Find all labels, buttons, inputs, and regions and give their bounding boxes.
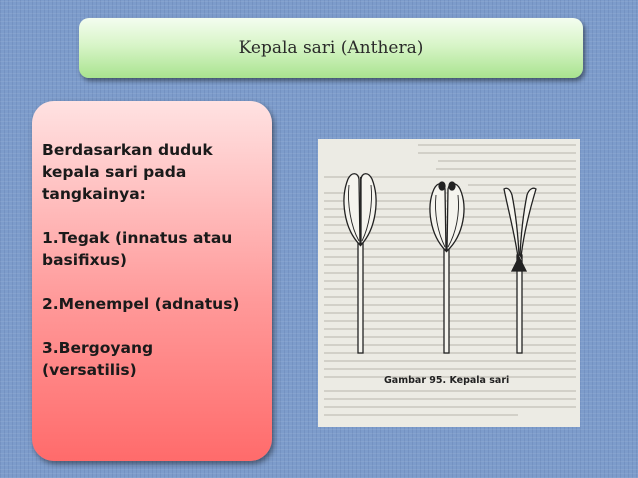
text-box [32, 101, 272, 461]
intro-line-3: tangkainya: [42, 185, 146, 203]
item-1-line-2: basifixus) [42, 251, 127, 269]
anther-adnatus-drawing [430, 182, 464, 353]
item-1-line-1: 1.Tegak (innatus atau [42, 229, 233, 247]
figure-caption: Gambar 95. Kepala sari [384, 375, 510, 386]
intro-line-1: Berdasarkan duduk [42, 141, 213, 159]
item-2-line-1: 2.Menempel (adnatus) [42, 295, 240, 313]
intro-line-2: kepala sari pada [42, 163, 187, 181]
item-3-line-1: 3.Bergoyang [42, 339, 154, 357]
title-box [79, 18, 583, 78]
anther-versatilis-drawing [504, 188, 536, 353]
item-3-line-2: (versatilis) [42, 361, 137, 379]
anther-illustration [318, 139, 580, 427]
slide-title: Kepala sari (Anthera) [238, 38, 424, 58]
